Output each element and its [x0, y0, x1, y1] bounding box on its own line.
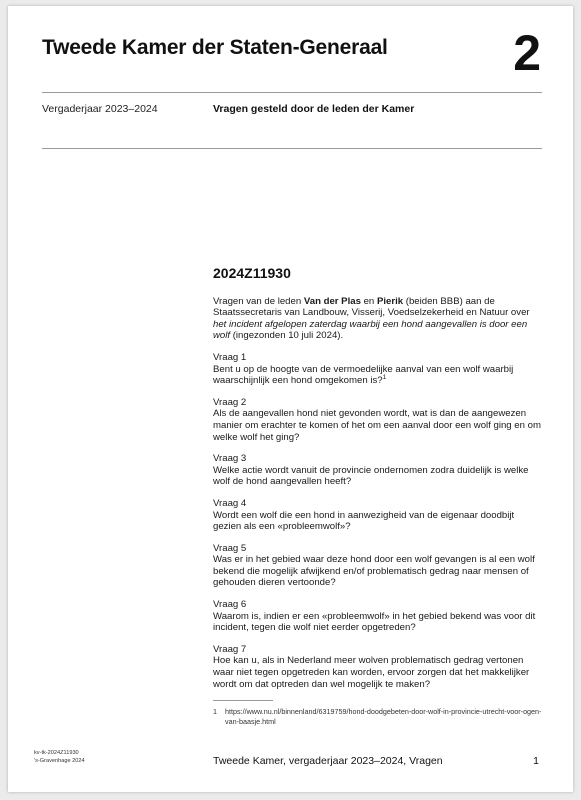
question-label: Vraag 7 [213, 643, 247, 655]
footnote [213, 707, 545, 727]
question-item [213, 352, 545, 387]
divider-middle [42, 148, 542, 149]
question-text: Als de aangevallen hond niet gevonden wordt, wat is dan de aangewezen manier om erachter te komen of het om een aanval door een wolf ging en om welke wolf het ging? [213, 408, 541, 443]
question-label: Vraag 3 [213, 453, 247, 465]
question-text: Welke actie wordt vanuit de provincie ondernomen zodra duidelijk is welke wolf de hond aangevallen heeft? [213, 464, 529, 488]
question-text: Waarom is, indien er een «probleemwolf» in het gebied bekend was voor dit incident, tegen die wolf niet eerder opgetreden? [213, 610, 536, 634]
question-text: Hoe kan u, als in Nederland meer wolven problematisch gedrag vertonen waar niet tegen opgetreden kan worden, ervoor zorgen dat het makkelijker wordt om dat optreden dan wel mogelijk te maken? [213, 655, 530, 690]
document-type: Vragen gesteld door de leden der Kamer [213, 103, 415, 115]
intro-subject: het incident afgelopen zaterdag waarbij een hond aangevallen is door een wolf [213, 318, 528, 342]
question-text: Was er in het gebied waar deze hond door een wolf gevangen is al een wolf bekend die mogelijk afwijkend en/of problematisch gedrag naar mensen of gehouden dieren vertoonde? [213, 554, 535, 589]
document-page [8, 6, 573, 792]
question-label: Vraag 6 [213, 599, 247, 611]
session-year: Vergaderjaar 2023–2024 [42, 103, 158, 115]
question-item [213, 543, 545, 589]
footnote-ref[interactable]: 1 [382, 373, 387, 381]
question-item [213, 644, 545, 690]
question-text: Wordt een wolf die een hond in aanwezigheid van de eigenaar doodbijt gezien als een «probleemwolf»? [213, 509, 515, 533]
question-label: Vraag 1 [213, 351, 247, 363]
footnote-mark: 1 [213, 707, 217, 717]
document-content [213, 265, 545, 727]
divider-top [42, 92, 542, 93]
intro-paragraph [213, 296, 545, 342]
member-name: Pierik [376, 295, 404, 307]
footer-reference [34, 750, 85, 765]
intro-text: (beiden BBB) aan de Staatssecretaris van Landbouw, Visserij, Voedselzekerheid en Natuur over [213, 295, 530, 319]
footer-page-number: 1 [533, 755, 539, 767]
document-number: 2 [513, 25, 541, 81]
member-name: Van der Plas [303, 295, 361, 307]
footnote-link[interactable]: https://www.nu.nl/binnenland/6319759/hond-doodgebeten-door-wolf-in-provincie-utrecht-voor-ogen-van-baasje.html [225, 707, 542, 727]
footer-place: ’s-Gravenhage 2024 [34, 757, 85, 764]
question-item [213, 453, 545, 488]
question-label: Vraag 4 [213, 497, 247, 509]
footnote-divider [213, 700, 273, 701]
document-id: 2024Z11930 [213, 265, 291, 281]
page-title: Tweede Kamer der Staten-Generaal [42, 36, 388, 59]
question-item [213, 397, 545, 443]
intro-text: en [360, 295, 377, 307]
intro-text: (ingezonden 10 juli 2024). [230, 330, 344, 342]
question-label: Vraag 5 [213, 542, 247, 554]
intro-text: Vragen van de leden [213, 295, 304, 307]
question-item [213, 498, 545, 533]
question-label: Vraag 2 [213, 396, 247, 408]
footer-title: Tweede Kamer, vergaderjaar 2023–2024, Vragen [213, 755, 443, 767]
question-text: Bent u op de hoogte van de vermoedelijke aanval van een wolf waarbij waarschijnlijk een hond omgekomen is? [213, 363, 514, 387]
footer-doc-ref: kv-tk-2024Z11930 [34, 750, 79, 756]
question-item [213, 599, 545, 634]
